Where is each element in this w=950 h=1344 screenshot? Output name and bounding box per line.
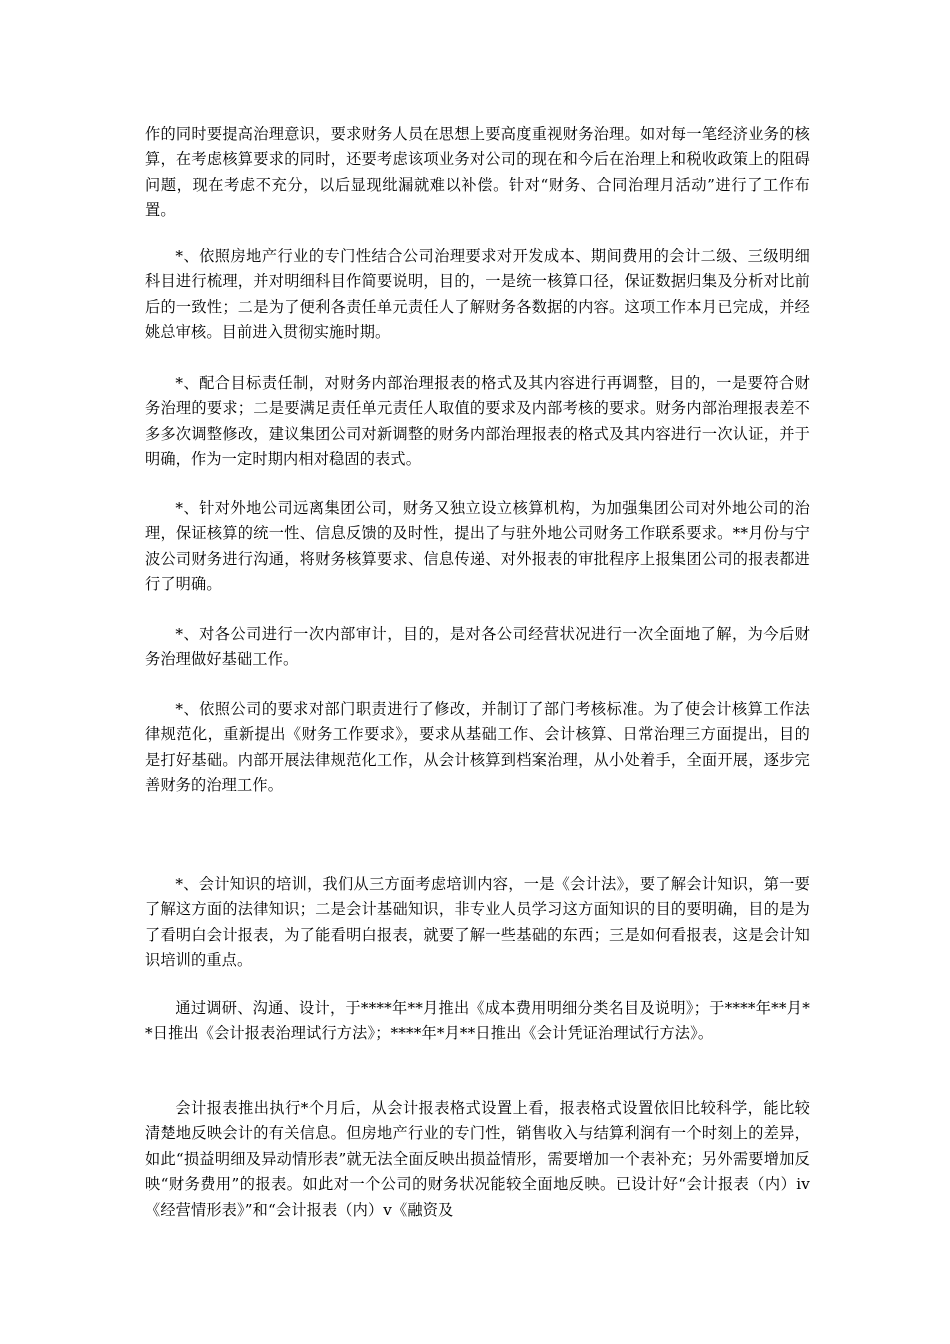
paragraph-3: *、配合目标责任制，对财务内部治理报表的格式及其内容进行再调整，目的，一是要符合财务治理的要求；二是要满足责任单元责任人取值的要求及内部考核的要求。财务内部治理报表差不多多次调整修改，建议集团公司对新调整的财务内部治理报表的格式及其内容进行一次认证，并于明确，作为一定时期内相对稳固的表式。 <box>145 374 810 469</box>
paragraph-7: *、会计知识的培训，我们从三方面考虑培训内容，一是《会计法》，要了解会计知识，第一要了解这方面的法律知识；二是会计基础知识，非专业人员学习这方面知识的目的要明确，目的是为了看明白会计报表，为了能看明白报表，就要了解一些基础的东西；三是如何看报表，这是会计知识培训的重点。 <box>145 875 810 970</box>
paragraph-2: *、依照房地产行业的专门性结合公司治理要求对开发成本、期间费用的会计二级、三级明细科目进行梳理，并对明细科目作简要说明，目的，一是统一核算口径，保证数据归集及分析对比前后的一致性；二是为了便利各责任单元责任人了解财务各数据的内容。这项工作本月已完成，并经姚总审核。目前进入贯彻实施时期。 <box>145 247 810 342</box>
paragraph-1: 作的同时要提高治理意识，要求财务人员在思想上要高度重视财务治理。如对每一笔经济业务的核算，在考虑核算要求的同时，还要考虑该项业务对公司的现在和今后在治理上和税收政策上的阻碍问题，现在考虑不充分，以后显现纰漏就难以补偿。针对“财务、合同治理月活动”进行了工作布置。 <box>145 125 810 220</box>
paragraph-5: *、对各公司进行一次内部审计，目的，是对各公司经营状况进行一次全面地了解，为今后财务治理做好基础工作。 <box>145 625 810 669</box>
paragraph-9: 会计报表推出执行*个月后，从会计报表格式设置上看，报表格式设置依旧比较科学，能比较清楚地反映会计的有关信息。但房地产行业的专门性，销售收入与结算利润有一个时刻上的差异，如此“损益明细及异动情形表”就无法全面反映出损益情形，需要增加一个表补充；另外需要增加反映“财务费用”的报表。如此对一个公司的财务状况能较全面地反映。已设计好“会计报表（内）iv《经营情形表》”和“会计报表（内）v《融资及 <box>145 1099 810 1219</box>
paragraph-4: *、针对外地公司远离集团公司，财务又独立设立核算机构，为加强集团公司对外地公司的治理，保证核算的统一性、信息反馈的及时性，提出了与驻外地公司财务工作联系要求。**月份与宁波公司财务进行沟通，将财务核算要求、信息传递、对外报表的审批程序上报集团公司的报表都进行了明确。 <box>145 499 810 594</box>
paragraph-6: *、依照公司的要求对部门职责进行了修改，并制订了部门考核标准。为了使会计核算工作法律规范化，重新提出《财务工作要求》，要求从基础工作、会计核算、日常治理三方面提出，目的是打好基础。内部开展法律规范化工作，从会计核算到档案治理，从小处着手，全面开展，逐步完善财务的治理工作。 <box>145 700 810 795</box>
paragraph-8: 通过调研、沟通、设计，于****年**月推出《成本费用明细分类名目及说明》；于****年**月**日推出《会计报表治理试行方法》；****年*月**日推出《会计凭证治理试行方法》。 <box>145 999 810 1043</box>
